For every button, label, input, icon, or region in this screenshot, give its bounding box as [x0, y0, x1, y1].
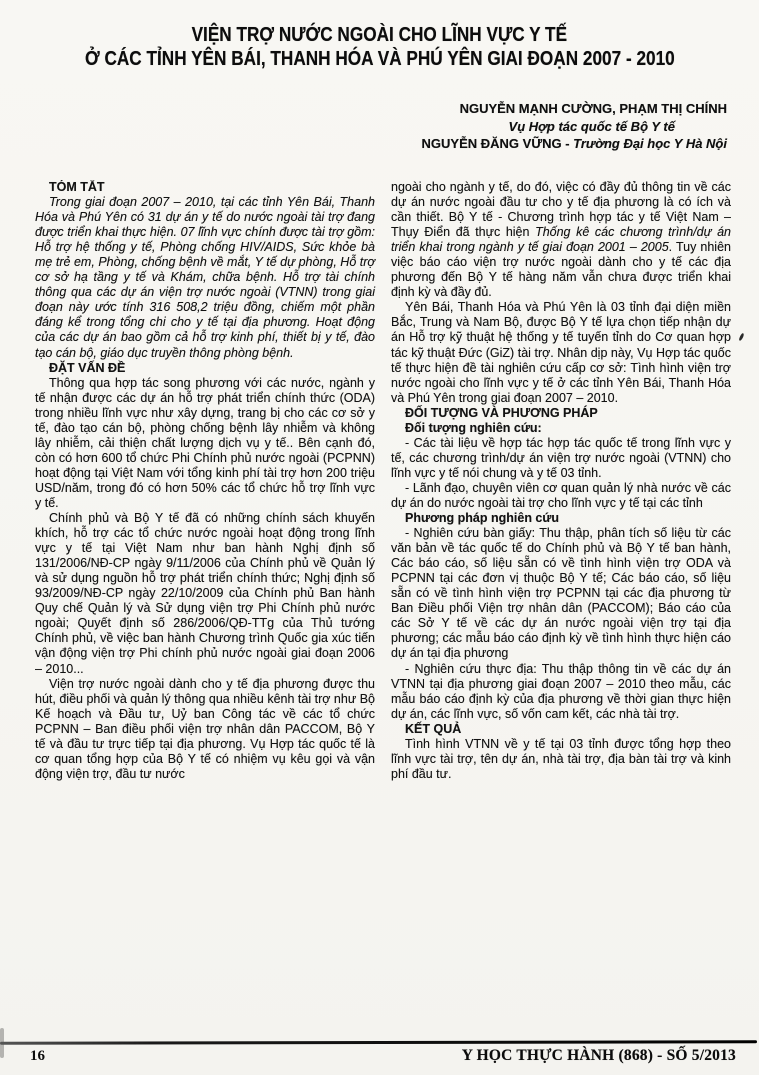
- journal-reference: Y HỌC THỰC HÀNH (868) - SỐ 5/2013: [461, 1047, 736, 1064]
- article-title-line1: VIỆN TRỢ NƯỚC NGOÀI CHO LĨNH VỰC Y TẾ: [191, 24, 568, 46]
- methods-item-2: - Nghiên cứu thực địa: Thu thập thông tin về các dự án VTNN tại địa phương giai đoạn 2007 – 2010 theo mẫu, các mẫu báo cáo định kỳ của địa phương về thời gian thực hiện dự án, các lĩnh vực, số vốn cam kết, các nhà tài trợ.: [391, 661, 731, 721]
- introduction-paragraph-3: Viện trợ nước ngoài dành cho y tế địa phương được thu hút, điều phối và quản lý thông qua nhiều kênh tài trợ như Bộ Kế hoạch và Đầu tư, Uỷ ban Công tác về các tổ chức PCPNN – Ban điều phối viện trợ nhân dân PACCOM, Bộ Y tế và đầu tư trực tiếp tại địa phương. Vụ Hợp tác quốc tế là cơ quan tổng hợp của Bộ Y tế có nhiệm vụ kêu gọi và vận động viện trợ, đầu tư nước: [35, 676, 375, 781]
- introduction-paragraph-2: Chính phủ và Bộ Y tế đã có những chính sách khuyến khích, hỗ trợ các tổ chức nước ngoài hoạt động trong lĩnh vực y tế tại Việt Nam như ban hành Nghị định số 131/2006/NĐ-CP ngày 9/11/2006 của Chính phủ về Quản lý và sử dụng nguồn hỗ trợ phát triển chính thức; Nghị định số 93/2009/NĐ-CP ngày 22/10/2009 của Chính phủ Ban hành Quy chế Quản lý và Sử dụng viện trợ Phi Chính phủ nước ngoài; Quyết định số 286/2006/QĐ-TTg của Thủ tướng Chính phủ, về việc ban hành Chương trình Quốc gia xúc tiến vận động viện trợ Phi chính phủ nước ngoài giai đoạn 2006 – 2010...: [35, 511, 375, 676]
- methods-section-heading: ĐỐI TƯỢNG VÀ PHƯƠNG PHÁP: [405, 405, 598, 420]
- author-names-1: NGUYỄN MẠNH CƯỜNG, PHẠM THỊ CHÍNH: [459, 101, 727, 116]
- right-column: [391, 180, 731, 1008]
- introduction-paragraph-4-pre: ngoài cho ngành y tế, do đó, việc có đầy đủ thông tin về các dự án nước ngoài đầu tư cho y tế địa phương là có ích và cần thiết. Bộ Y tế - Chương trình hợp tác y tế Việt Nam – Thụy Điển đã thực hiện: [391, 180, 731, 240]
- abstract-heading: TÓM TẮT: [49, 180, 105, 194]
- abstract-paragraph: Trong giai đoạn 2007 – 2010, tại các tỉnh Yên Bái, Thanh Hóa và Phú Yên có 31 dự án y tế do nước ngoài tài trợ đang được triển khai thực hiện. 07 lĩnh vực chính được tài trợ gồm: Hỗ trợ hệ thống y tế, Phòng chống HIV/AIDS, Sức khỏe bà mẹ trẻ em, Phòng, chống bệnh về mắt, Y tế dự phòng, Hỗ trợ cơ sở hạ tầng y tế và Khám, chữa bệnh. Hỗ trợ tài chính thông qua các dự án viện trợ nước ngoài (VTNN) trong giai đoạn này ước tính 316 508,2 triệu đồng, chiếm một phần đáng kể trong tổng chi cho y tế tại địa phương. Hoạt động của các dự án bao gồm cả hỗ trợ kinh phí, thiết bị y tế, đào tạo cán bộ, giáo dục truyền thông phòng bệnh.: [35, 195, 375, 360]
- footer-divider: [0, 1040, 757, 1045]
- footer: [30, 1047, 736, 1065]
- scan-artifact-mark: [739, 333, 745, 342]
- author-affiliation-1: Vụ Hợp tác quốc tế Bộ Y tế: [508, 118, 675, 134]
- results-paragraph: Tình hình VTNN về y tế tại 03 tỉnh được tổng hợp theo lĩnh vực tài trợ, tên dự án, nhà tài trợ, địa bàn tài trợ và kinh phí đầu tư.: [391, 736, 731, 781]
- page-number: 16: [30, 1048, 45, 1064]
- subjects-item-2: - Lãnh đạo, chuyên viên cơ quan quản lý nhà nước về các dự án do nước ngoài tài trợ cho lĩnh vực y tế tại các tỉnh: [391, 480, 731, 510]
- article-body: [35, 180, 731, 1008]
- subjects-subheading: Đối tượng nghiên cứu:: [405, 420, 542, 435]
- author-name-2: NGUYỄN ĐĂNG VỮNG -: [421, 136, 574, 151]
- authors-block: [422, 100, 727, 153]
- article-title-line2: Ở CÁC TỈNH YÊN BÁI, THANH HÓA VÀ PHÚ YÊN GIAI ĐOẠN 2007 - 2010: [84, 48, 675, 70]
- author-names-2: [422, 135, 727, 153]
- article-title: [0, 24, 759, 72]
- introduction-paragraph-4: [391, 180, 731, 300]
- methods-subheading: Phương pháp nghiên cứu: [405, 511, 560, 526]
- introduction-paragraph-5: Yên Bái, Thanh Hóa và Phú Yên là 03 tỉnh đại diện miền Bắc, Trung và Nam Bộ, được Bộ Y tế lựa chọn tiếp nhận dự án Hỗ trợ kỹ thuật hệ thống y tế tuyến tỉnh do Cơ quan hợp tác kỹ thuật Đức (GiZ) tài trợ. Nhân dịp này, Vụ Hợp tác quốc tế thực hiện đề tài nghiên cứu cấp cơ sở: Tình hình viện trợ nước ngoài cho lĩnh vực y tế ở các tỉnh Yên Bái, Thanh Hóa và Phú Yên trong giai đoạn 2007 – 2010.: [391, 300, 731, 405]
- introduction-heading: ĐẶT VẤN ĐỀ: [49, 360, 126, 375]
- left-column: [35, 180, 375, 1008]
- methods-item-1: - Nghiên cứu bàn giấy: Thu thập, phân tích số liệu từ các văn bản về tác quốc tế do Chính phủ và Bộ Y tế ban hành, Các báo cáo, số liệu sẵn có về tình hình viện trợ ODA và PCPNN tại các đơn vị thuộc Bộ Y tế; Các báo cáo, số liệu sẵn có về tình hình viện trợ PCPNN tại các địa phương từ Ban Điều phối Viện trợ nhân dân (PACCOM); Báo cáo của các Sở Y tế về các dự án nước ngoài viện trợ tại địa phương; các mẫu báo cáo định kỳ về tình hình thực hiện cáo dự án tại địa phương: [391, 526, 731, 661]
- subjects-item-1: - Các tài liệu về hợp tác hợp tác quốc tế trong lĩnh vực y tế, các chương trình/dự án viện trợ nước ngoài (VTNN) cho lĩnh vực y tế nói chung và y tế 03 tỉnh.: [391, 435, 731, 480]
- results-heading: KẾT QUẢ: [405, 721, 462, 736]
- introduction-paragraph-4-report-title: Thống kê các chương trình/dự án triển khai trong ngành y tế giai đoạn 2001 – 2005: [391, 225, 731, 255]
- introduction-paragraph-4-post: . Tuy nhiên việc báo cáo viện trợ nước ngoài dành cho y tế các địa phương đến Bộ Y tế hàng năm vẫn chưa được triển khai định kỳ và đầy đủ.: [391, 240, 731, 300]
- author-affiliation-2: Trường Đại học Y Hà Nội: [573, 136, 727, 151]
- introduction-paragraph-1: Thông qua hợp tác song phương với các nước, ngành y tế nhận được các dự án hỗ trợ phát triển chính thức (ODA) trong nhiều lĩnh vực như xây dựng, trang bị cho các cơ sở y tế, đào tạo cán bộ, phòng chống bệnh lây nhiễm và không lây nhiễm, cải thiện chất lượng dịch vụ y tế.. Bên cạnh đó, còn có hơn 600 tổ chức Phi Chính phủ nước ngoài (PCPNN) hoạt động tại Việt Nam với tổng kinh phí tài trợ hơn 200 triệu USD/năm, trong đó có hơn 50% các tổ chức hỗ trợ lĩnh vực y tế.: [35, 375, 375, 510]
